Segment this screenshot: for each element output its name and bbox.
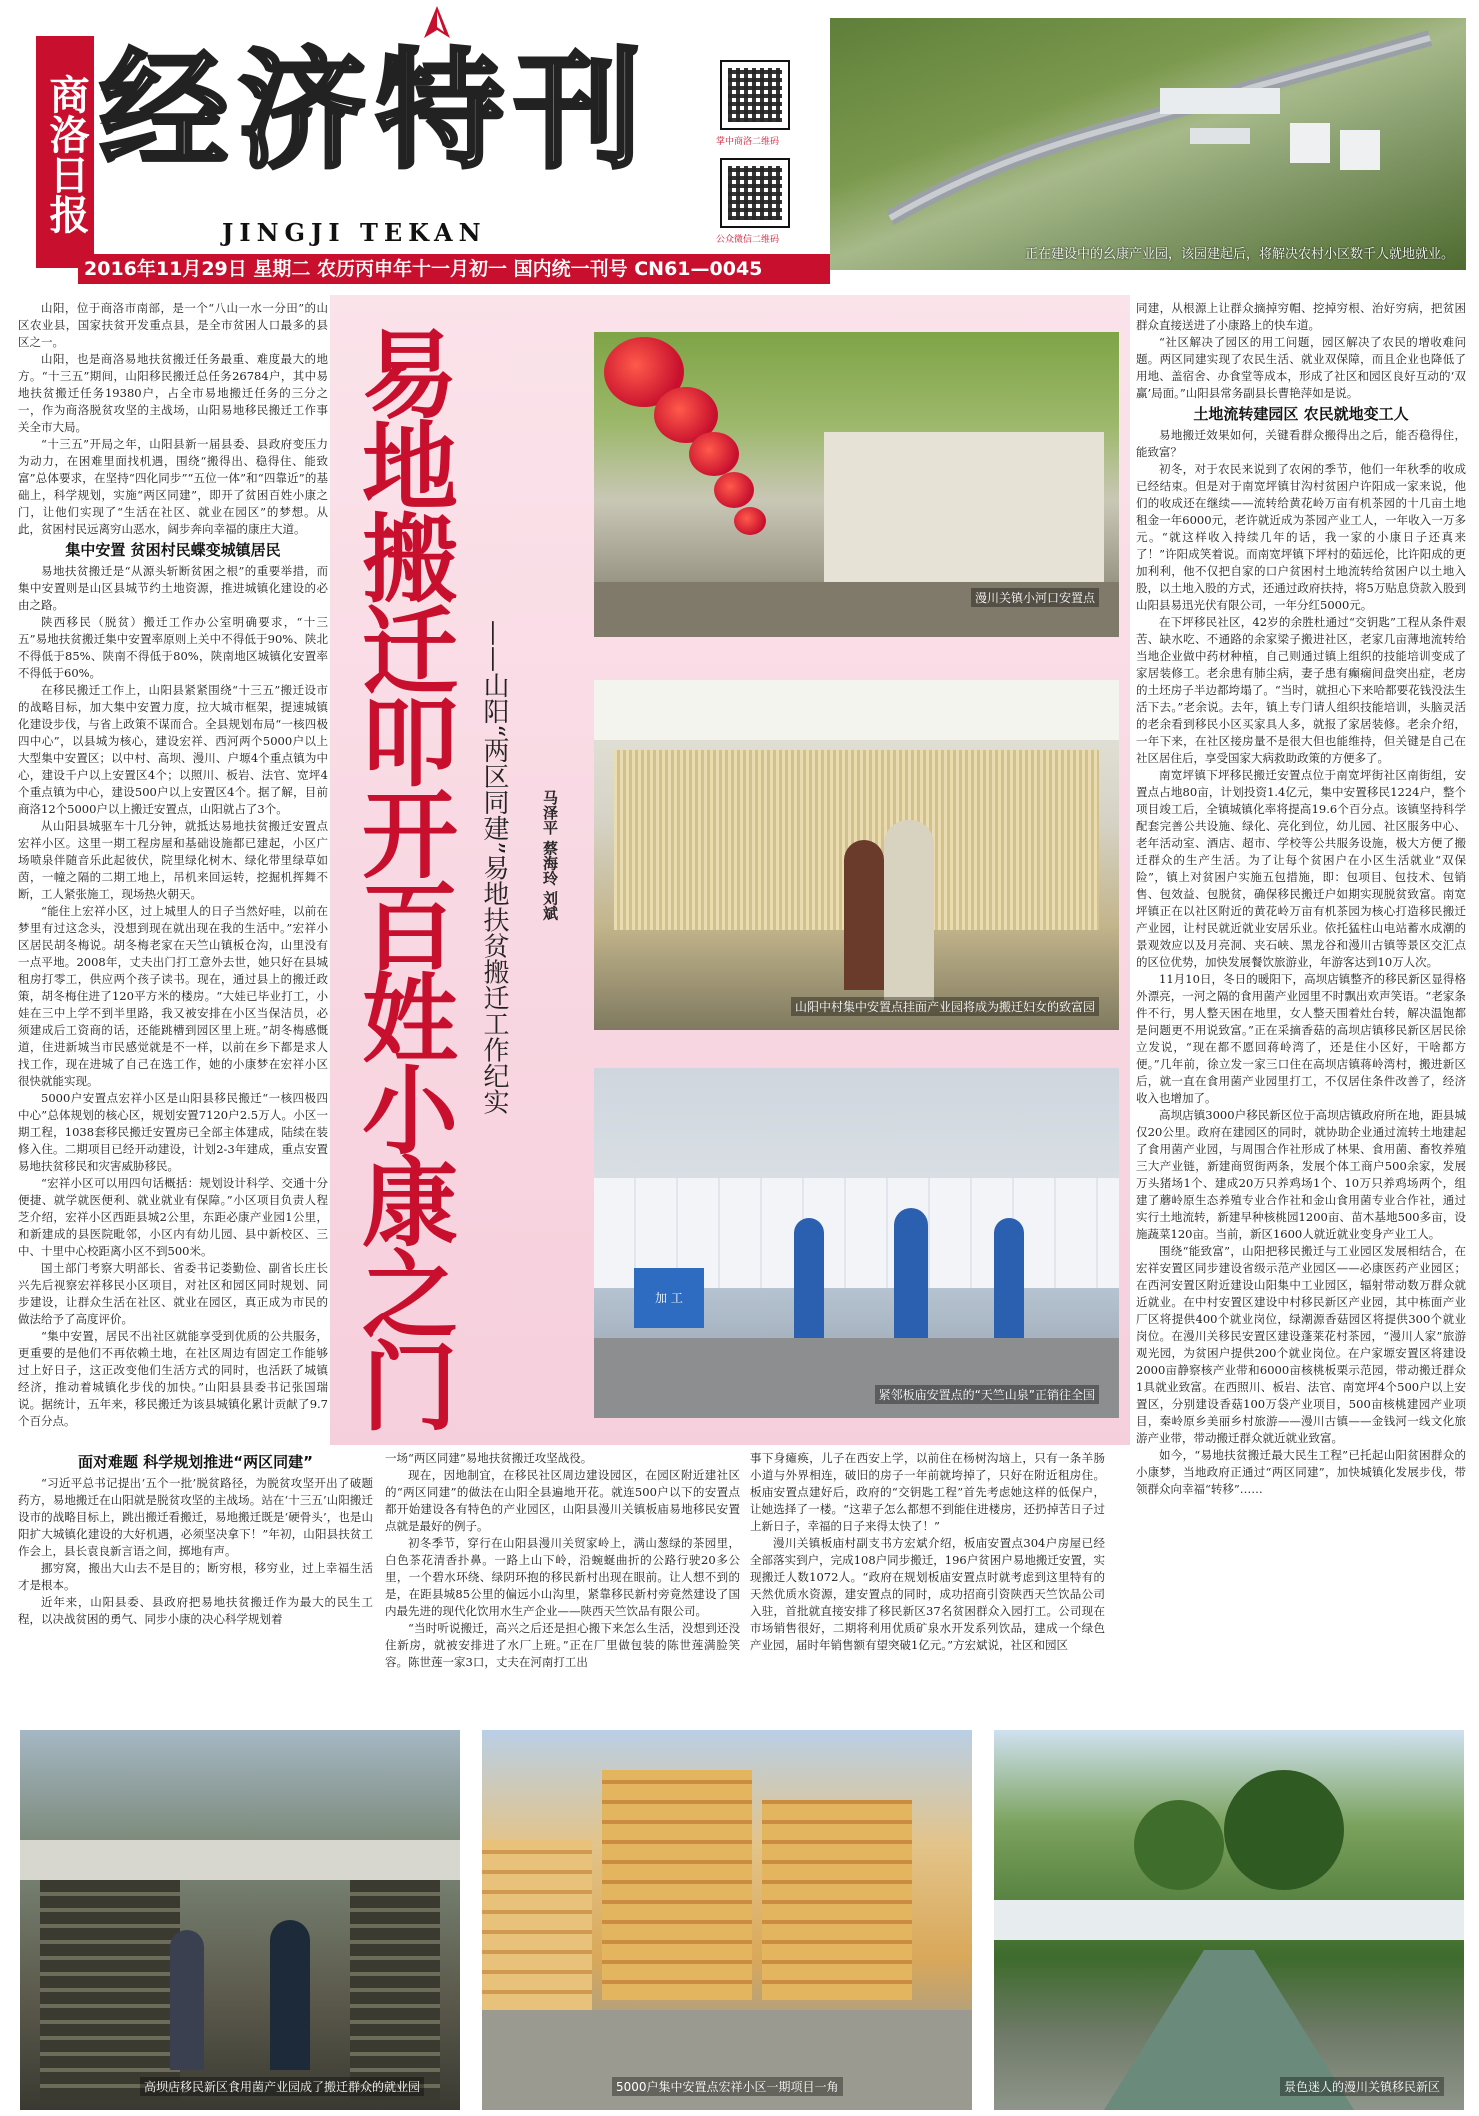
paragraph: 5000户安置点宏祥小区是山阳县移民搬迁“一核四极四中心”总体规划的核心区，规划安置7120户2.5万人。小区一期工程，1038套移民搬迁安置房已全部主体建成，陆续在装修入住。二期项目已经开动建设，计划2-3年建成，重点安置易地扶贫移民和灾害威胁移民。 — [18, 1091, 328, 1173]
article-column-1 — [18, 300, 328, 1450]
subheadline — [480, 620, 508, 1115]
paragraph: 在移民搬迁工作上，山阳县紧紧围绕“十三五”搬迁设市的战略目标，加大集中安置力度，拉大城市框架，提速城镇化建设步伐，与省上政策不谋而合。全县规划布局“一核四极四中心”，以县城为核心，建设宏祥、西河两个5000户以上大型集中安置区；以中村、高坝、漫川、户塬4个重点镇为中心，建设千户以上安置区4个；以照川、板岩、法官、宽坪4个重点镇为中心，建设500户以上安置区4个。据了解，目前商洛12个5000户以上搬迁安置点，山阳就占了3个。 — [18, 683, 328, 816]
paragraph: “集中安置，居民不出社区就能享受到优质的公共服务，更重要的是他们不再依赖土地，在社区周边有固定工作能够过上好日子，这正改变他们生活方式的同时，也活跃了城镇经济，推动着城镇化步伐的加快。”山阳县县委书记张国瑞说。据统计，五年来，移民搬迁为该县城镇化累计贡献了9.7个百分点。 — [18, 1329, 328, 1428]
photo-1-caption: 漫川关镇小河口安置点 — [971, 588, 1099, 607]
paragraph: 事下身瘫痪，儿子在西安上学，以前住在杨树沟垴上，只有一条羊肠小道与外界相连，破旧的房子一年前就垮掉了，只好在附近租房住。板庙安置点建好后，政府的“交钥匙工程”首先考虑她这样的低保户，让她选择了一楼。“这辈子怎么都想不到能住进楼房，还扔掉苦日子过上新日子，幸福的日子来得太快了！” — [750, 1451, 1105, 1533]
photo-water-factory — [594, 1068, 1119, 1418]
special-title: 经济特刊 — [100, 37, 653, 186]
paragraph: 高坝店镇3000户移民新区位于高坝店镇政府所在地，距县城仅20公里。政府在建园区的同时，就协助企业通过流转土地建起了食用菌产业园，与周围合作社形成了林果、食用菌、畜牧养殖三大产业链，新建商贸街两条，发展个体工商户500余家，发展万头猪场1个、建成20万只养鸡场1个、10万只养鸡场两个，组建了蘑岭原生态养殖专业合作社和金山食用菌专业合作社，通过实行土地流转，新建早种核桃园1200亩、苗木基地500多亩，设施蔬菜120亩。当前，新区1600人就近就业变身产业工人。 — [1136, 1108, 1466, 1241]
byline — [540, 790, 559, 920]
paragraph: 近年来，山阳县委、县政府把易地扶贫搬迁作为最大的民生工程，以决战贫困的勇气、同步小康的决心科学规划着 — [18, 1595, 373, 1626]
paragraph: 如今，“易地扶贫搬迁最大民生工程”已托起山阳贫困群众的小康梦，当地政府正通过“两区同建”，加快城镇化发展步伐，带领群众向幸福“转移”…… — [1136, 1448, 1466, 1496]
article-column-4 — [1136, 300, 1466, 1710]
section-heading-1: 集中安置 贫困村民蝶变城镇居民 — [65, 541, 281, 559]
photo-manchuan-settlement — [594, 332, 1119, 637]
paragraph: 现在，因地制宜，在移民社区周边建设园区，在园区附近建社区的“两区同建”的做法在山阳全县遍地开花。就连500户以下的安置点都开始建设各有特色的产业园区，山阳县漫川关镇板庙易地移民安置点就是最好的例子。 — [385, 1468, 740, 1533]
paragraph: 初冬，对于农民来说到了农闲的季节，他们一年秋季的收成已经结束。但是对于南宽坪镇甘沟村贫困户许阳成一家来说，他们的收成还在继续——流转给黄花岭万亩有机茶园的十几亩土地租金一年6000元，老许就近成为茶园产业工人，一年收入一万多元。“就这样收入持续几年的话，我一家的小康日子还真来了！”许阳成笑着说。而南宽坪镇下坪村的茹远伦，比许阳成的更加利利，他不仅把自家的口户贫困村土地流转给贫困户以土地入股，以土地入股的方式，还通过政府扶持，将5万贴息贷款入股到山阳县易迅光伏有限公司，一年分红5000元。 — [1136, 462, 1466, 612]
paragraph: 从山阳县城驱车十几分钟，就抵达易地扶贫搬迁安置点宏祥小区。这里一期工程房屋和基础设施都已建起，小区广场喷泉伴随音乐此起彼伏，院里绿化树木、绿化带里绿草如茵，一幢之隔的二期工地上，吊机来回运转，挖掘机挥舞不断，工人紧张施工，现场热火朝天。 — [18, 819, 328, 901]
paragraph: 山阳，位于商洛市南部，是一个“八山一水一分田”的山区农业县，国家扶贫开发重点县，是全市贫困人口最多的县区之一。 — [18, 301, 328, 349]
paragraph: “宏祥小区可以用四句话概括：规划设计科学、交通十分便捷、就学就医便利、就业就业有保障。”小区项目负责人程芝介绍，宏祥小区西距县城2公里，东距必康产业园1公里，和新建成的县医院毗邻，小区内有幼儿园、县中新校区、三中、十里中心校距离小区不到500米。 — [18, 1176, 328, 1258]
paragraph: “当时听说搬迁，高兴之后还是担心搬下来怎么生活，没想到还没住新房，就被安排进了水厂上班。”正在厂里做包装的陈世莲满脸笑容。陈世莲一家3口，丈夫在河南打工出 — [385, 1621, 740, 1669]
section-heading-3: 土地流转建园区 农民就地变工人 — [1193, 405, 1409, 423]
headline: 易地搬迁叩开百姓小康之门 — [362, 320, 458, 1444]
paragraph: “十三五”开局之年，山阳县新一届县委、县政府变压力为动力，在困难里面找机遇，围绕“搬得出、稳得住、能致富”总体要求，在坚持“四化同步”“五位一体”和“四靠近”的基础上，科学规划，实施“两区同建”，即开了贫困百姓小康之门，让他们实现了“生活在社区、就业在园区”的梦想。从此，贫困村民远离穷山恶水，阔步奔向幸福的康庄大道。 — [18, 437, 328, 536]
paragraph: 11月10日，冬日的暖阳下，高坝店镇整齐的移民新区显得格外漂亮，一河之隔的食用菌产业园里不时飘出欢声笑语。“老家条件不行，男人整天困在地里，女人整天围着灶台转，解决温饱都是问题更不用说致富。”正在采摘香菇的高坝店镇移民新区居民徐立发说，“现在都不愿回蒋岭湾了，还是住小区好，干啥都方便。”几年前，徐立发一家三口住在高坝店镇蒋岭湾村，搬进新区后，就一直在食用菌产业园里打工，不仅居住条件改善了，经济收入也增加了。 — [1136, 972, 1466, 1105]
qr-code-bottom[interactable] — [720, 158, 790, 228]
paragraph: 围绕“能致富”，山阳把移民搬迁与工业园区发展相结合，在宏祥安置区同步建设省级示范产业园区——必康医药产业园区；在西河安置区附近建设山阳集中工业园区，辐射带动数万群众就近就业。在中村安置区建设中村移民新区产业园，其中栋面产业厂区将提供400个就业岗位，绿潮源香菇园区将提供300个就业岗位。在漫川关移民安置区建设蓬莱花村茶园，“漫川人家”旅游观光园，为贫困户提供200个就业岗位。在户家塬安置区将建设2000亩静察核产业带和6000亩核桃板栗示范园，带动搬迁群众1具就业致富。在西照川、板岩、法官、南宽坪4个500户以上安置区，分别建设香菇100万袋产业项目，500亩核桃建园产业项目，秦岭原乡美丽乡村旅游——漫川古镇——金钱河一线文化旅游产业带，带动搬迁群众就近就业致富。 — [1136, 1244, 1466, 1445]
special-title-pinyin: JINGJI TEKAN — [222, 218, 487, 247]
paragraph: 在下坪移民社区，42岁的余胜杜通过“交钥匙”工程从条件艰苦、缺水吃、不通路的余家梁子搬进社区，老家几亩薄地流转给当地企业做中药材种植，自己则通过镇上组织的技能培训变成了家居装修工。老余患有肺尘病，妻子患有癫痫间盘突出症，老房的土坯房子半边都垮塌了。“当时，就担心下来哈都要花钱没法生活下去。”老余说。去年，镇上专门请人组织技能培训，头脑灵活的老余看到移民小区买家具人多，就报了家居装修。老余介绍，一年下来，在社区接房量不是很大但也能维持，但关键是自己在社区居住后，享受国家大病救助政策的方便多了。 — [1136, 615, 1466, 765]
photo-3-caption: 紧邻板庙安置点的“天竺山泉”正销往全国 — [875, 1385, 1099, 1404]
photo-mushroom-park — [20, 1730, 460, 2110]
paragraph: 国土部门考察大明部长、省委书记娄勤俭、副省长庄长兴先后视察宏祥移民小区项目，对社区和园区同时规划、同步建设，让群众生活在社区、就业在园区，真正成为市民的做法给予了高度评价。 — [18, 1261, 328, 1326]
byline-text: 马泽平 蔡海玲 刘斌 — [541, 790, 559, 921]
subheadline-text: ——山阳“两区同建”易地扶贫搬迁工作纪实 — [479, 620, 509, 1115]
paragraph: 易地搬迁效果如何，关键看群众搬得出之后，能否稳得住，能致富？ — [1136, 428, 1466, 459]
paragraph: “能住上宏祥小区，过上城里人的日子当然好哇，以前在梦里有过这念头，没想到现在就出现在我的生活中。”宏祥小区居民胡冬梅说。胡冬梅老家在天竺山镇板仓沟，山里没有一点平地。2008年，丈夫出门打工意外去世，她只好在县城租房打零工，供应两个孩子读书。现在，通过县上的搬迁政策，胡冬梅住进了120平方米的楼房。“大娃已毕业打工，小娃在三中上学不到半里路，我又被安排在小区当保洁员，必须建成后工资商的话，还能跳槽到园区里上班。”胡冬梅感慨道，住进新城当市民感觉就是不一样，以前在乡下都是求人找工作，现在进城了自己在选工作，她的小康梦在宏祥小区很快就能实现。 — [18, 904, 328, 1088]
photo-2-caption: 山阳中村集中安置点挂面产业园将成为搬迁妇女的致富园 — [791, 997, 1099, 1016]
paragraph: “社区解决了园区的用工问题，园区解决了农民的增收难问题。两区同建实现了农民生活、就业双保障，而且企业也降低了用地、盖宿舍、办食堂等成本，形成了社区和园区良好互动的‘双赢’局面。”山阳县常务副县长曹艳萍如是说。 — [1136, 335, 1466, 400]
paragraph: 山阳，也是商洛易地扶贫搬迁任务最重、难度最大的地方。“十三五”期间，山阳移民搬迁总任务26784户，其中易地扶贫搬迁任务19380户，占全市易地搬迁任务的三分之一，作为商洛脱贫攻坚的主战场，山阳易地移民搬迁工作事关全市大局。 — [18, 352, 328, 434]
paragraph: 挪穷窝，搬出大山去不是目的；断穷根，移穷业，过上幸福生活才是根本。 — [18, 1561, 373, 1592]
packing-banner: 加 工 — [634, 1268, 704, 1328]
top-photo — [830, 18, 1466, 270]
paragraph: 南宽坪镇下坪移民搬迁安置点位于南宽坪街社区南街组，安置点占地80亩，计划投资1.4亿元，集中安置移民1224户，整个项目竣工后，全镇城镇化率将提高19.6个百分点。该镇坚持科学配套完善公共设施、绿化、亮化到位，幼儿园、社区服务中心、老年活动室、酒店、超市、学校等公共服务设施，极大方便了搬迁群众的生产生活。为了让每个贫困户在小区生活就业“双保险”，镇上对贫困户实施五包措施，即：包项目、包技术、包销售、包效益、包脱贫，确保移民搬迁户如期实现脱贫致富。南宽坪镇正在以社区附近的黄花岭万亩有机茶园为核心打造移民搬迁产业园，让村民就近就业安居乐业。依托猛柱山电站蓄水成潮的景观效应以及月亮洞、夹石峡、黑龙谷和漫川古镇等景区交汇点的区位优势，加快发展餐饮旅游业，年游客达到10万人次。 — [1136, 768, 1466, 969]
paragraph: 陕西移民（脱贫）搬迁工作办公室明确要求，“十三五”易地扶贫搬迁集中安置率原则上关中不得低于90%、陕北不得低于85%、陕南不得低于80%，陕南地区城镇化安置率不得低于60%。 — [18, 615, 328, 680]
article-column-1-bottom — [18, 1450, 373, 1710]
paragraph: “习近平总书记提出‘五个一批’脱贫路径，为脱贫攻坚开出了破题药方，易地搬迁在山阳就是脱贫攻坚的主战场。站在‘十三五’山阳搬迁设市的战略目标上，跳出搬迁看搬迁，易地搬迁既是‘硬骨头’，也是山阳扩大城镇化建设的大好机遇，必须坚决拿下！”年初，山阳县扶贫工作会上，县长袁良新言语之间，掷地有声。 — [18, 1476, 373, 1558]
photo-noodle-factory — [594, 680, 1119, 1030]
paper-name-text: 商洛日报 — [43, 74, 89, 234]
dateline: 2016年11月29日 星期二 农历丙申年十一月初一 国内统一刊号 CN61—0045 — [78, 254, 830, 284]
photo-manchuan-new-district — [994, 1730, 1464, 2110]
paragraph: 易地扶贫搬迁是“从源头斩断贫困之根”的重要举措，而集中安置则是山区县城节约土地资源，推进城镇化建设的必由之路。 — [18, 564, 328, 612]
paragraph: 一场“两区同建”易地扶贫搬迁攻坚战役。 — [385, 1451, 593, 1465]
article-column-2 — [385, 1450, 740, 1710]
photo-6-caption: 景色迷人的漫川关镇移民新区 — [1280, 2077, 1444, 2096]
section-heading-2: 面对难题 科学规划推进“两区同建” — [78, 1453, 313, 1471]
top-photo-caption: 正在建设中的幺康产业园，该园建起后，将解决农村小区数千人就地就业。 — [1024, 247, 1454, 262]
qr-top-caption: 掌中商洛二维码 — [716, 137, 780, 147]
article-column-3 — [750, 1450, 1105, 1710]
paragraph: 初冬季节，穿行在山阳县漫川关贸家岭上，满山葱绿的茶园里，白色茶花清香扑鼻。一路上山下岭，沿蜿蜒曲折的公路行驶20多公里，一个碧水环绕、绿阴环抱的移民新村出现在眼前。让人想不到的是，在距县城85公里的偏远小山沟里，紧靠移民新村旁竟然建设了国内最先进的现代化饮用水生产企业——陕西天竺饮品有限公司。 — [385, 1536, 740, 1618]
qr-code-top[interactable] — [720, 60, 790, 130]
qr-bottom-caption: 公众微信二维码 — [716, 235, 780, 245]
paper-name — [36, 36, 94, 268]
paragraph: 同建，从根源上让群众摘掉穷帽、挖掉穷根、治好穷病，把贫困群众直接送进了小康路上的快车道。 — [1136, 301, 1466, 332]
photo-5-caption: 5000户集中安置点宏祥小区一期项目一角 — [612, 2077, 843, 2096]
photo-4-caption: 高坝店移民新区食用菌产业园成了搬迁群众的就业园 — [140, 2077, 424, 2096]
photo-hongxiang-community — [482, 1730, 972, 2110]
paragraph: 漫川关镇板庙村副支书方宏斌介绍，板庙安置点304户房屋已经全部落实到户，完成108户同步搬迁，196户贫困户易地搬迁安置，实现搬迁人数1072人。“政府在规划板庙安置点时就考虑到这里特有的天然优质水资源，建安置点的同时，成功招商引资陕西天竺饮品公司入驻，首批就直接安排了移民新区37名贫困群众入园打工。公司现在市场销售很好，二期将利用优质矿泉水开发系列饮品，建成一个绿色产业园，届时年销售额有望突破1亿元。”方宏斌说，社区和园区 — [750, 1536, 1105, 1652]
